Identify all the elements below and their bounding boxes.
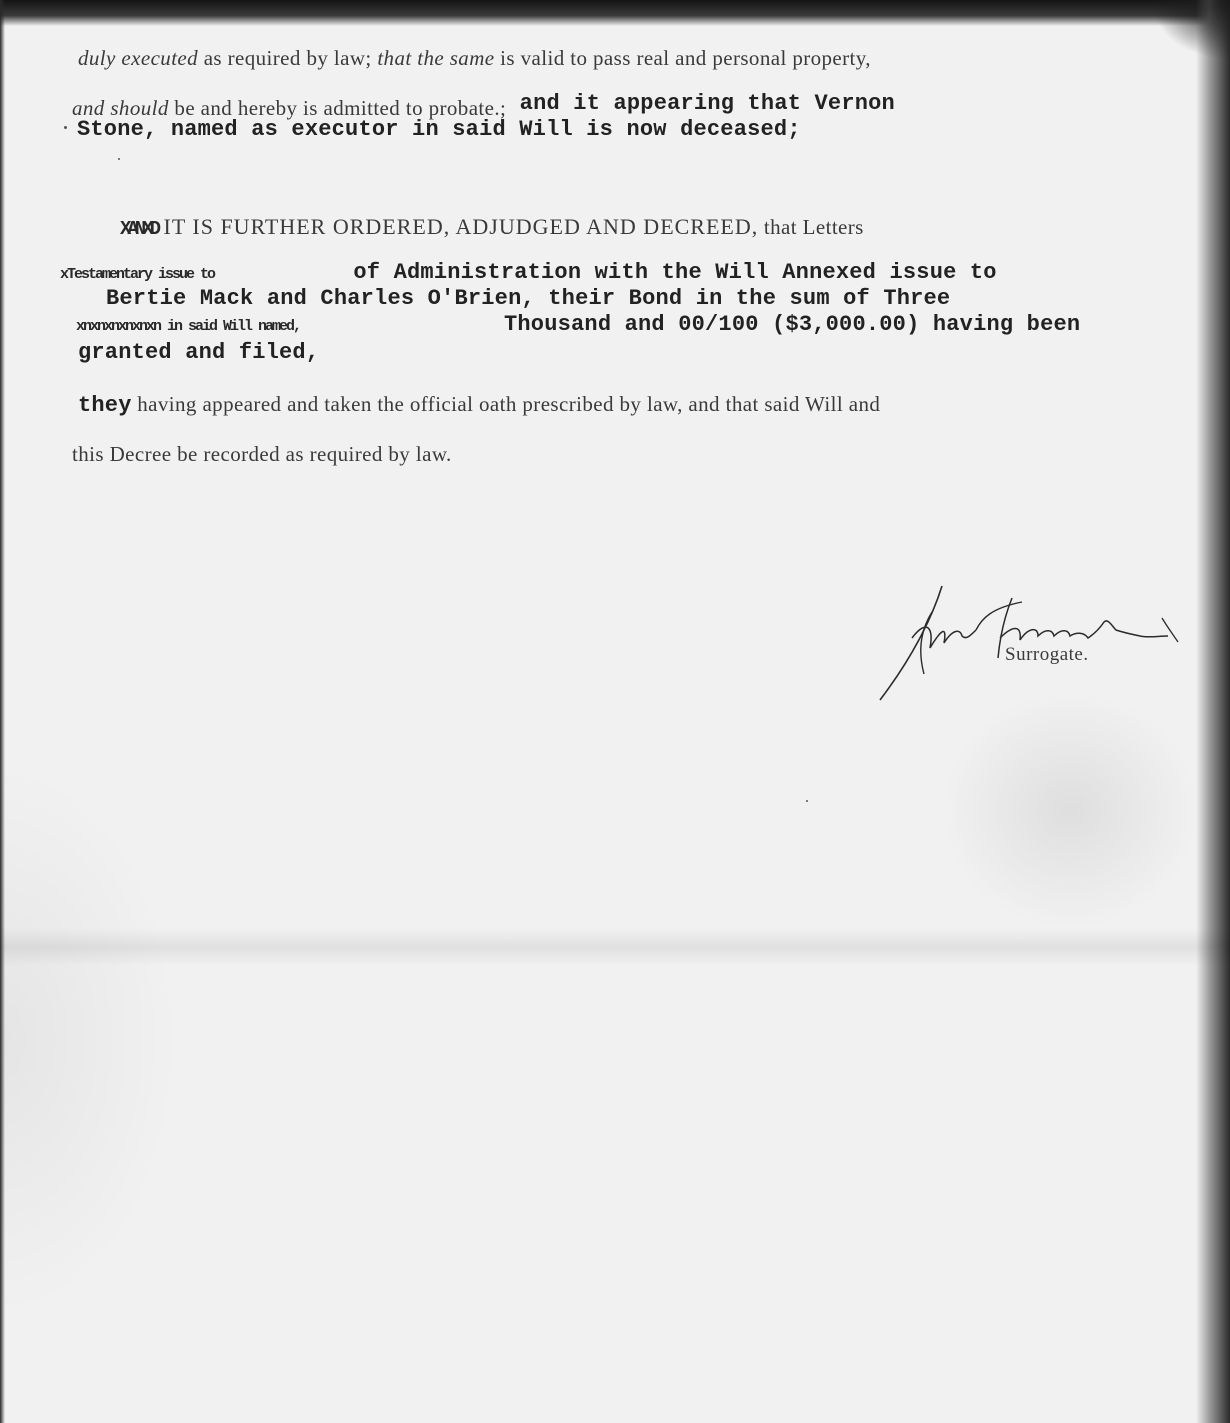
typed-they: they bbox=[78, 393, 132, 418]
para2-line1 bbox=[120, 214, 864, 240]
para3-line1-printed: having appeared and taken the official oath prescribed by law, and that said Will and bbox=[131, 392, 881, 416]
stain-blot-left bbox=[0, 760, 180, 1320]
scan-right-edge bbox=[1196, 0, 1230, 1423]
para2-line4-typed: Thousand and 00/100 ($3,000.00) having been bbox=[504, 312, 1081, 337]
ink-dot bbox=[64, 126, 67, 129]
para1-line2-italic: and should bbox=[72, 96, 169, 120]
para2-line4 bbox=[76, 312, 1080, 337]
para2-line1-printed: IT IS FURTHER ORDERED, ADJUDGED AND DECREED, bbox=[157, 214, 759, 239]
para2-line3-typed: Bertie Mack and Charles O'Brien, their Bond in the sum of Three bbox=[106, 286, 951, 311]
struck-named: xnxnxnxnxnxn in said Will named, bbox=[76, 317, 301, 335]
scan-top-edge bbox=[0, 0, 1230, 26]
surrogate-title: Surrogate. bbox=[1005, 644, 1089, 665]
struck-testamentary: xTestamentary issue to bbox=[60, 265, 215, 283]
para1-line2-printed: be and hereby is admitted to probate.; bbox=[168, 96, 507, 120]
para1-line1 bbox=[78, 46, 871, 71]
para2-line1-printed-end: that Letters bbox=[758, 215, 864, 239]
para1-line2-typed: and it appearing that Vernon bbox=[506, 91, 895, 116]
para1-line1-d: is valid to pass real and personal property, bbox=[494, 46, 871, 70]
para3-line2-printed: this Decree be recorded as required by law. bbox=[72, 442, 452, 466]
stain-blot bbox=[940, 690, 1200, 930]
para2-line2 bbox=[60, 260, 997, 285]
speck bbox=[806, 800, 808, 802]
para2-line2-typed: of Administration with the Will Annexed issue to bbox=[340, 260, 997, 285]
para1-line1-italic-c: that the same bbox=[377, 46, 495, 70]
para3-line1 bbox=[78, 392, 880, 418]
para1-line1-b: as required by law; bbox=[198, 46, 378, 70]
scan-corner-shadow bbox=[1150, 0, 1230, 60]
ink-dot-small bbox=[118, 158, 120, 160]
struck-and: XANXD bbox=[120, 218, 158, 240]
para1-line1-italic-a: duly executed bbox=[78, 46, 199, 70]
para2-line5-typed: granted and filed, bbox=[78, 340, 320, 365]
page-fold-crease bbox=[0, 928, 1230, 966]
signature-graphic bbox=[872, 578, 1192, 708]
para1-line3-typed: Stone, named as executor in said Will is now deceased; bbox=[77, 117, 801, 142]
